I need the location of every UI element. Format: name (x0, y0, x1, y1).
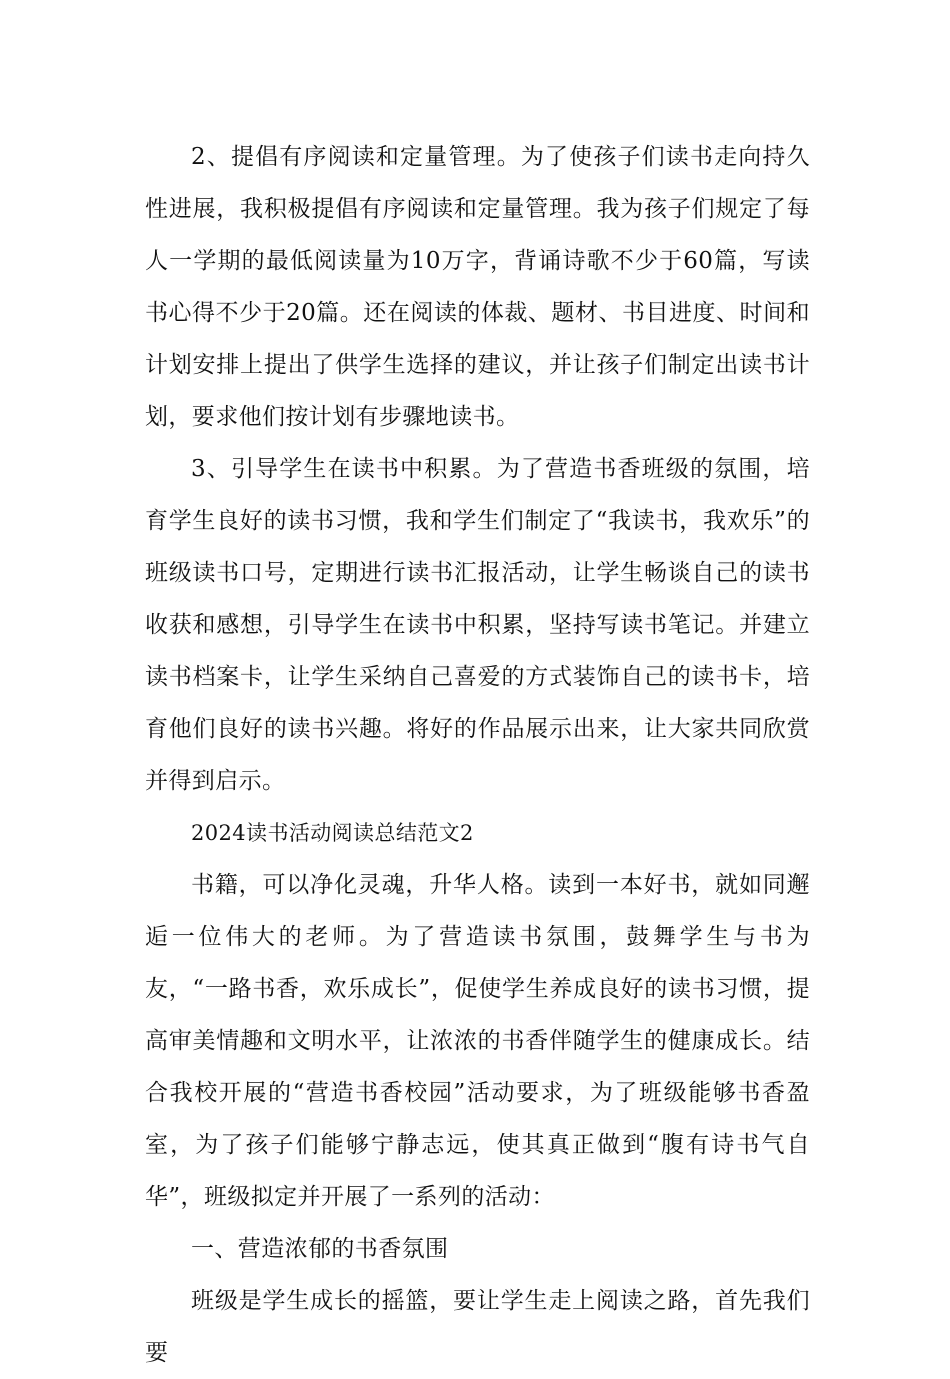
paragraph-class-cradle: 班级是学生成长的摇篮，要让学生走上阅读之路，首先我们要 (145, 1288, 810, 1366)
paragraph-ordered-reading: 2、提倡有序阅读和定量管理。为了使孩子们读书走向持久性进展，我积极提倡有序阅读和定量管理。我为孩子们规定了每人一学期的最低阅读量为10万字，背诵诗歌不少于60篇，写读书心得不少于20篇。还在阅读的体裁、题材、书目进度、时间和计划安排上提出了供学生选择的建议，并让孩子们制定出读书计划，要求他们按计划有步骤地读书。 (145, 144, 810, 430)
document-body (145, 131, 810, 1379)
paragraph-accumulation: 3、引导学生在读书中积累。为了营造书香班级的氛围，培育学生良好的读书习惯，我和学生们制定了“我读书，我欢乐”的班级读书口号，定期进行读书汇报活动，让学生畅谈自己的读书收获和感想，引导学生在读书中积累，坚持写读书笔记。并建立读书档案卡，让学生采纳自己喜爱的方式装饰自己的读书卡，培育他们良好的读书兴趣。将好的作品展示出来，让大家共同欣赏并得到启示。 (145, 456, 810, 794)
section-heading-atmosphere: 一、营造浓郁的书香氛围 (191, 1236, 449, 1262)
paragraph-intro: 书籍，可以净化灵魂，升华人格。读到一本好书，就如同邂逅一位伟大的老师。为了营造读书氛围，鼓舞学生与书为友，“一路书香，欢乐成长”，促使学生养成良好的读书习惯，提高审美情趣和文明水平，让浓浓的书香伴随学生的健康成长。结合我校开展的“营造书香校园”活动要求，为了班级能够书香盈室，为了孩子们能够宁静志远，使其真正做到“腹有诗书气自华”，班级拟定并开展了一系列的活动： (145, 872, 810, 1210)
section-title: 2024读书活动阅读总结范文2 (191, 821, 474, 845)
